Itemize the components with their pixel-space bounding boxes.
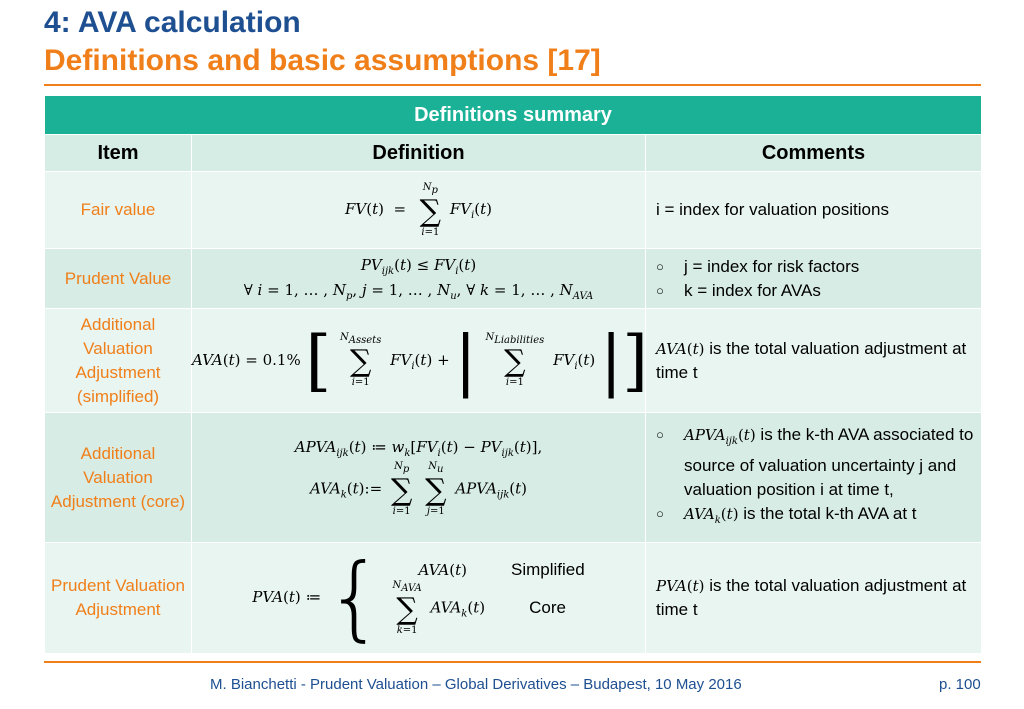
- definition-cell: [192, 249, 646, 309]
- table-banner: Definitions summary: [45, 96, 982, 135]
- list-item: ○ k = index for AVAs: [656, 279, 981, 303]
- table-header-row: [45, 135, 982, 172]
- formula-pva: PVA(t) ≔: [252, 588, 322, 607]
- formula-ava-simplified: AVA(t) = 0.1% [ $N_{Assets}$ ∑ i=1 $FV_i(t)$ + | $N_{Liabilities}$ ∑ i=1 $FV_i(t)$ |]: [192, 321, 649, 399]
- list-item: ○ j = index for risk factors: [656, 255, 981, 279]
- comment-text: is the total valuation adjustment at time t: [656, 576, 967, 619]
- item-cell: Prudent Value: [45, 249, 192, 309]
- slide-subtitle: Definitions and basic assumptions [17]: [44, 44, 601, 77]
- definition-cell: [192, 309, 649, 413]
- case-label-simplified: Simplified: [511, 559, 585, 579]
- table-row: [45, 249, 982, 309]
- table-row: [45, 309, 982, 413]
- case-label-core: Core: [529, 598, 566, 617]
- comment-text: is the total valuation adjustment at time t: [656, 338, 967, 382]
- list-item: ○ $APVA_{ijk}(t)$ is the k-th AVA associated to source of valuation uncertainty j and valuation position i at time t,: [656, 423, 981, 502]
- slide-title: 4: AVA calculation: [44, 6, 301, 39]
- comment-cell: [646, 413, 982, 543]
- table-row: [45, 172, 982, 249]
- comment-cell: AVA(t) is the total valuation adjustment at time t: [646, 309, 982, 413]
- formula-fair-value: FV(t) = $N_p$ ∑ i=1 $FV_i(t)$: [344, 181, 493, 238]
- formula-prudent-value: $PV_{ijk}(t) \le FV_i(t)$: [360, 255, 477, 277]
- formula-apva: $APVA_{ijk}(t)$ ≔ $w_k[FV_i(t) - PV_{ijk}(t)]$,: [294, 437, 543, 459]
- definition-cell: [192, 413, 646, 543]
- table-row: [45, 543, 982, 654]
- page-number: p. 100: [939, 676, 981, 693]
- formula-pva-cases: AVA(t) Simplified $N_{AVA}$ ∑ k=1 $AVA_k(t)$ Core: [392, 559, 585, 636]
- item-cell: Additional Valuation Adjustment (core): [45, 413, 192, 543]
- item-cell: Additional Valuation Adjustment (simplified): [45, 309, 192, 413]
- comment-cell: [646, 172, 982, 249]
- comment-cell: [646, 249, 982, 309]
- definition-cell: [192, 172, 646, 249]
- column-header-definition: Definition: [192, 135, 646, 172]
- bottom-divider: [44, 661, 981, 663]
- definition-cell: [192, 543, 646, 654]
- top-divider: [44, 84, 981, 86]
- comment-text: i = index for valuation positions: [656, 200, 889, 219]
- cases-brace: {: [325, 544, 385, 651]
- formula-index-ranges: ∀ i = 1, … , $N_p$, j = 1, … , $N_u$, ∀ k = 1, … , $N_{AVA}$: [243, 280, 594, 302]
- column-header-item: Item: [45, 135, 192, 172]
- list-item: ○ $AVA_k(t)$ is the total k-th AVA at t: [656, 502, 981, 533]
- item-cell: Fair value: [45, 172, 192, 249]
- formula-ava-core: $AVA_k(t):=$ $N_p$ ∑ i=1 $N_u$ ∑ j=1 $APVA_{ijk}(t)$: [309, 460, 528, 517]
- item-cell: Prudent Valuation Adjustment: [45, 543, 192, 654]
- table-row: [45, 413, 982, 543]
- definitions-table: [44, 95, 982, 654]
- footer-citation: M. Bianchetti - Prudent Valuation – Global Derivatives – Budapest, 10 May 2016: [210, 676, 742, 693]
- comment-cell: PVA(t) is the total valuation adjustment at time t: [646, 543, 982, 654]
- column-header-comments: Comments: [646, 135, 982, 172]
